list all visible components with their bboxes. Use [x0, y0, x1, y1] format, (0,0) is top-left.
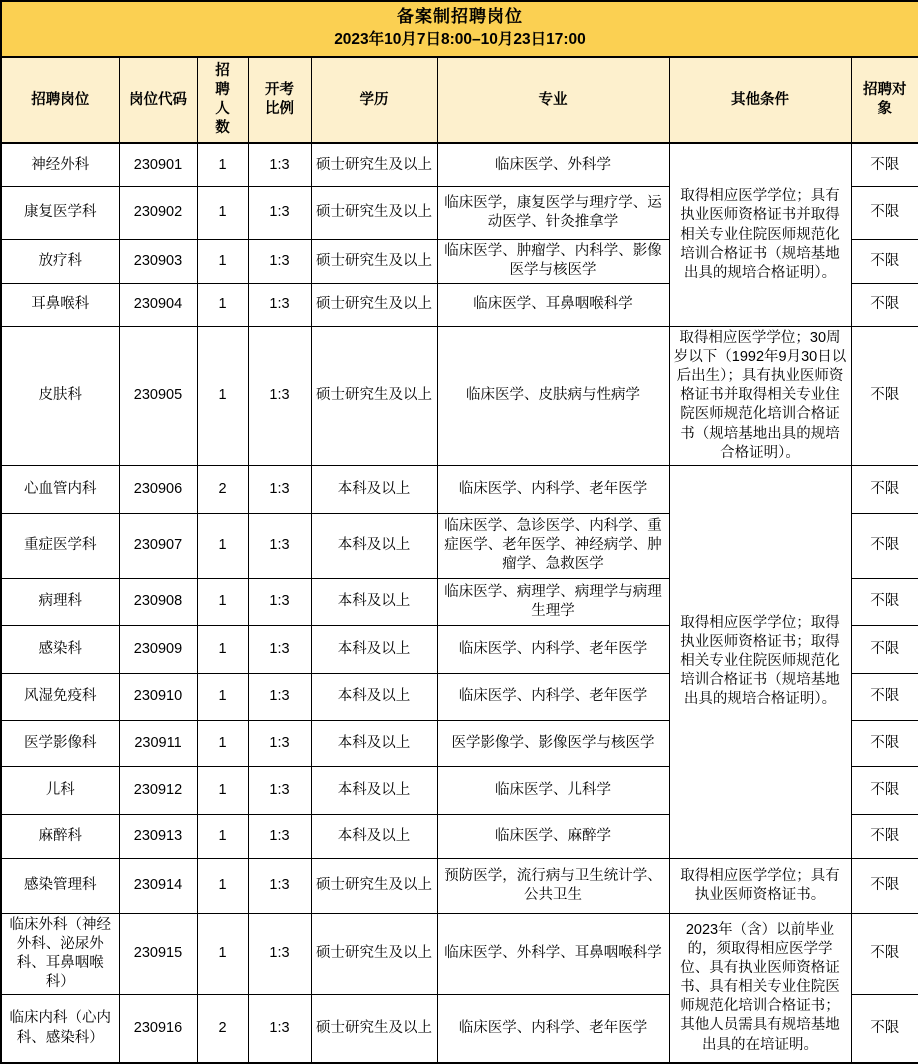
cell-code: 230910 [119, 673, 197, 720]
cell-target: 不限 [851, 186, 918, 239]
cell-count: 1 [197, 239, 248, 283]
cell-code: 230905 [119, 326, 197, 465]
cell-conditions: 取得相应医学学位；30周岁以下（1992年9月30日以后出生）；具有执业医师资格证书并取得相关专业住院医师规范化培训合格证书（规培基地出具的规培合格证明）。 [669, 326, 851, 465]
cell-education: 本科及以上 [311, 625, 437, 673]
cell-count: 1 [197, 326, 248, 465]
cell-education: 硕士研究生及以上 [311, 326, 437, 465]
page-subtitle: 2023年10月7日8:00–10月23日17:00 [334, 31, 586, 49]
cell-code: 230907 [119, 513, 197, 578]
cell-code: 230913 [119, 814, 197, 858]
cell-major: 临床医学、内科学、老年医学 [437, 465, 669, 513]
cell-ratio: 1:3 [248, 814, 311, 858]
cell-ratio: 1:3 [248, 913, 311, 995]
cell-education: 本科及以上 [311, 673, 437, 720]
cell-major: 预防医学，流行病与卫生统计学、公共卫生 [437, 858, 669, 913]
cell-count: 1 [197, 766, 248, 814]
cell-code: 230909 [119, 625, 197, 673]
cell-count: 1 [197, 283, 248, 326]
cell-target: 不限 [851, 239, 918, 283]
cell-ratio: 1:3 [248, 465, 311, 513]
cell-ratio: 1:3 [248, 995, 311, 1063]
cell-target: 不限 [851, 766, 918, 814]
cell-major: 临床医学、麻醉学 [437, 814, 669, 858]
cell-ratio: 1:3 [248, 143, 311, 186]
cell-target: 不限 [851, 673, 918, 720]
cell-count: 1 [197, 858, 248, 913]
cell-target: 不限 [851, 283, 918, 326]
cell-education: 本科及以上 [311, 814, 437, 858]
col-header-conditions: 其他条件 [669, 57, 851, 144]
cell-position: 神经外科 [1, 143, 119, 186]
cell-conditions-merged: 取得相应医学学位；具有执业医师资格证书并取得相关专业住院医师规范化培训合格证书（规培基地出具的规培合格证明）。 [669, 143, 851, 326]
cell-position: 康复医学科 [1, 186, 119, 239]
cell-target: 不限 [851, 995, 918, 1063]
cell-target: 不限 [851, 143, 918, 186]
cell-ratio: 1:3 [248, 513, 311, 578]
cell-ratio: 1:3 [248, 283, 311, 326]
cell-position: 临床外科（神经外科、泌尿外科、耳鼻咽喉科） [1, 913, 119, 995]
cell-count: 1 [197, 143, 248, 186]
cell-code: 230901 [119, 143, 197, 186]
cell-code: 230914 [119, 858, 197, 913]
cell-conditions-merged: 2023年（含）以前毕业的，须取得相应医学学位、具有执业医师资格证书、具有相关专业住院医师规范化培训合格证书；其他人员需具有规培基地出具的在培证明。 [669, 913, 851, 1063]
cell-major: 临床医学、内科学、老年医学 [437, 673, 669, 720]
cell-code: 230904 [119, 283, 197, 326]
cell-count: 1 [197, 513, 248, 578]
cell-position: 心血管内科 [1, 465, 119, 513]
cell-position: 皮肤科 [1, 326, 119, 465]
cell-position: 麻醉科 [1, 814, 119, 858]
cell-education: 硕士研究生及以上 [311, 995, 437, 1063]
cell-count: 1 [197, 578, 248, 625]
cell-ratio: 1:3 [248, 578, 311, 625]
cell-target: 不限 [851, 513, 918, 578]
cell-ratio: 1:3 [248, 186, 311, 239]
cell-major: 临床医学、外科学、耳鼻咽喉科学 [437, 913, 669, 995]
cell-ratio: 1:3 [248, 625, 311, 673]
cell-position: 耳鼻喉科 [1, 283, 119, 326]
cell-count: 2 [197, 465, 248, 513]
cell-count: 1 [197, 625, 248, 673]
table-row [1, 858, 918, 913]
column-header-row [1, 57, 918, 144]
cell-major: 临床医学、外科学 [437, 143, 669, 186]
cell-education: 本科及以上 [311, 513, 437, 578]
cell-code: 230906 [119, 465, 197, 513]
cell-education: 硕士研究生及以上 [311, 858, 437, 913]
cell-code: 230916 [119, 995, 197, 1063]
cell-major: 临床医学、儿科学 [437, 766, 669, 814]
cell-major: 临床医学、急诊医学、内科学、重症医学、老年医学、神经病学、肿瘤学、急救医学 [437, 513, 669, 578]
cell-count: 1 [197, 186, 248, 239]
cell-education: 本科及以上 [311, 578, 437, 625]
col-header-major: 专业 [437, 57, 669, 144]
cell-position: 风湿免疫科 [1, 673, 119, 720]
cell-ratio: 1:3 [248, 326, 311, 465]
cell-major: 临床医学、耳鼻咽喉科学 [437, 283, 669, 326]
cell-count: 1 [197, 673, 248, 720]
page-title: 备案制招聘岗位 [397, 7, 523, 26]
cell-target: 不限 [851, 578, 918, 625]
cell-target: 不限 [851, 326, 918, 465]
table-row [1, 326, 918, 465]
cell-education: 硕士研究生及以上 [311, 143, 437, 186]
cell-code: 230915 [119, 913, 197, 995]
cell-code: 230908 [119, 578, 197, 625]
cell-position: 医学影像科 [1, 720, 119, 766]
cell-major: 临床医学，康复医学与理疗学、运动医学、针灸推拿学 [437, 186, 669, 239]
cell-ratio: 1:3 [248, 673, 311, 720]
table-row [1, 465, 918, 513]
cell-target: 不限 [851, 625, 918, 673]
title-band [1, 1, 918, 57]
cell-conditions: 取得相应医学学位；具有执业医师资格证书。 [669, 858, 851, 913]
cell-education: 硕士研究生及以上 [311, 239, 437, 283]
col-header-count: 招聘人数 [197, 57, 248, 144]
cell-target: 不限 [851, 913, 918, 995]
cell-ratio: 1:3 [248, 239, 311, 283]
cell-target: 不限 [851, 465, 918, 513]
col-header-code: 岗位代码 [119, 57, 197, 144]
cell-code: 230912 [119, 766, 197, 814]
cell-code: 230903 [119, 239, 197, 283]
cell-ratio: 1:3 [248, 766, 311, 814]
cell-education: 本科及以上 [311, 465, 437, 513]
cell-position: 临床内科（心内科、感染科） [1, 995, 119, 1063]
cell-count: 2 [197, 995, 248, 1063]
cell-major: 临床医学、病理学、病理学与病理生理学 [437, 578, 669, 625]
cell-education: 本科及以上 [311, 766, 437, 814]
cell-count: 1 [197, 720, 248, 766]
cell-education: 本科及以上 [311, 720, 437, 766]
cell-position: 病理科 [1, 578, 119, 625]
cell-code: 230911 [119, 720, 197, 766]
cell-major: 临床医学、内科学、老年医学 [437, 995, 669, 1063]
cell-position: 感染科 [1, 625, 119, 673]
cell-major: 临床医学、内科学、老年医学 [437, 625, 669, 673]
cell-major: 临床医学、肿瘤学、内科学、影像医学与核医学 [437, 239, 669, 283]
cell-position: 重症医学科 [1, 513, 119, 578]
cell-major: 医学影像学、影像医学与核医学 [437, 720, 669, 766]
col-header-education: 学历 [311, 57, 437, 144]
cell-count: 1 [197, 814, 248, 858]
cell-education: 硕士研究生及以上 [311, 283, 437, 326]
cell-education: 硕士研究生及以上 [311, 186, 437, 239]
cell-code: 230902 [119, 186, 197, 239]
cell-ratio: 1:3 [248, 858, 311, 913]
col-header-position: 招聘岗位 [1, 57, 119, 144]
cell-target: 不限 [851, 858, 918, 913]
cell-target: 不限 [851, 814, 918, 858]
cell-position: 儿科 [1, 766, 119, 814]
cell-education: 硕士研究生及以上 [311, 913, 437, 995]
title-cell [1, 1, 918, 57]
col-header-target: 招聘对象 [851, 57, 918, 144]
cell-position: 放疗科 [1, 239, 119, 283]
table-row [1, 143, 918, 186]
cell-position: 感染管理科 [1, 858, 119, 913]
cell-conditions-merged: 取得相应医学学位；取得执业医师资格证书；取得相关专业住院医师规范化培训合格证书（规培基地出具的规培合格证明）。 [669, 465, 851, 858]
col-header-ratio: 开考比例 [248, 57, 311, 144]
cell-target: 不限 [851, 720, 918, 766]
table-row [1, 913, 918, 995]
cell-count: 1 [197, 913, 248, 995]
cell-major: 临床医学、皮肤病与性病学 [437, 326, 669, 465]
cell-ratio: 1:3 [248, 720, 311, 766]
